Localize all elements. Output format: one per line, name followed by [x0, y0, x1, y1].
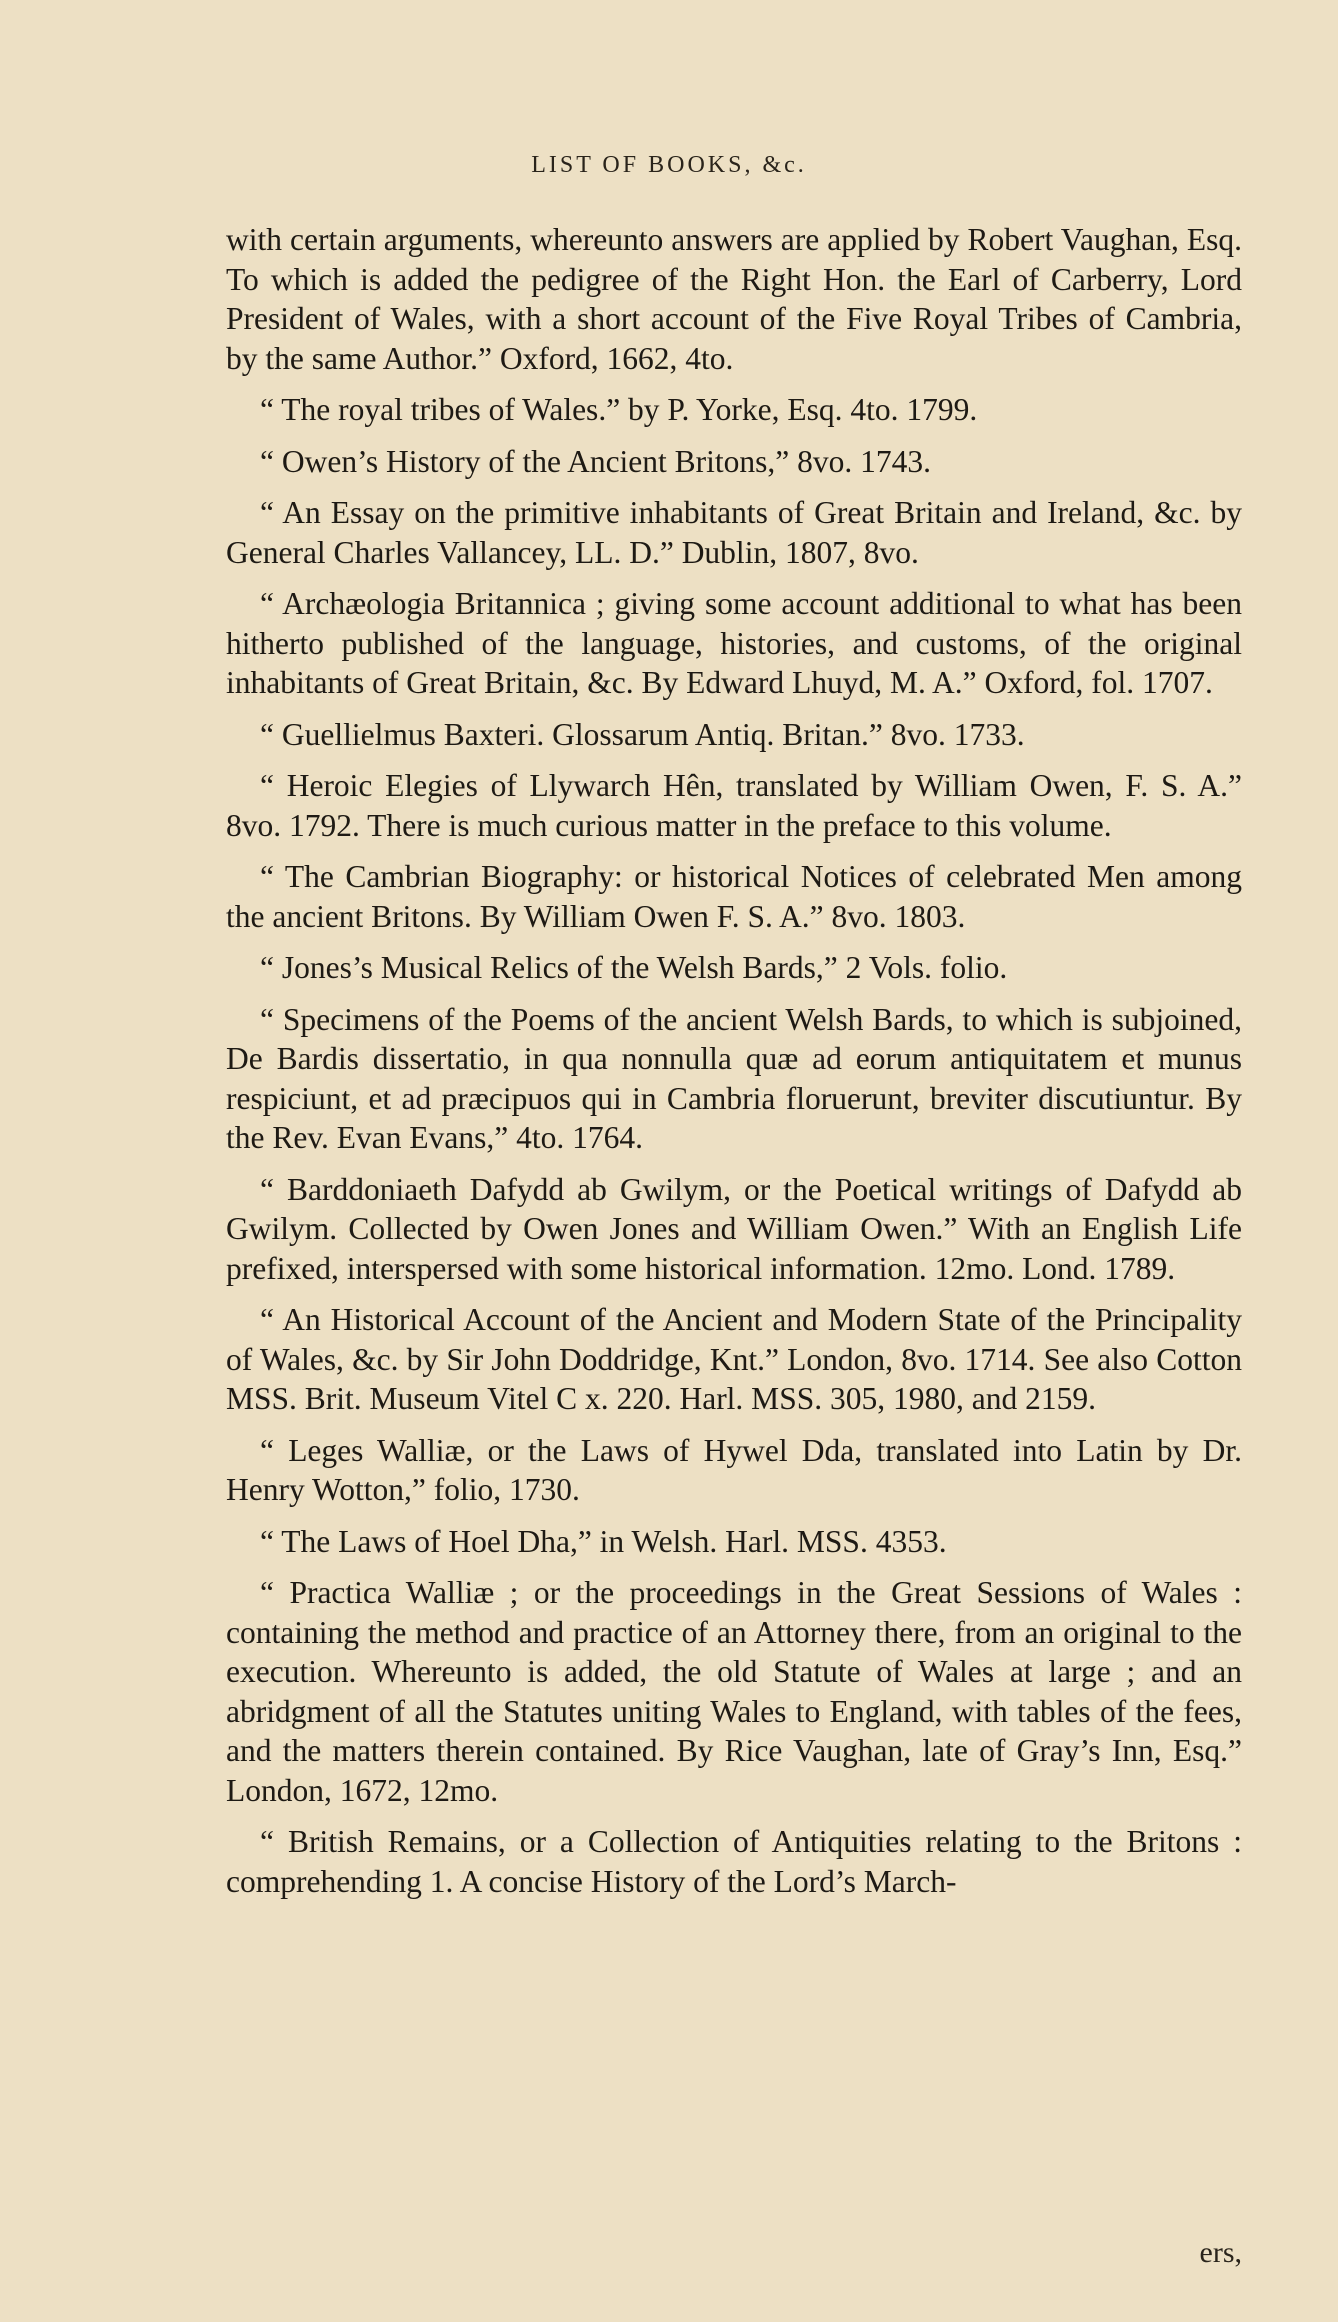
bibliography-entry: with certain arguments, whereunto answers are applied by Robert Vaughan, Esq. To which is added the pedigree of the Right Hon. the Earl of Carberry, Lord President of Wales, with a short account of the Five Royal Tribes of Cambria, by the same Author.” Oxford, 1662, 4to. [226, 222, 1242, 376]
bibliography-entry: “ Practica Walliæ ; or the proceedings in the Great Sessions of Wales : containing the method and practice of an Attorney there, from an original to the execution. Whereunto is added, the old Statute of Wales at large ; and an abridgment of all the Statutes uniting Wales to England, with tables of the fees, and the matters therein contained. By Rice Vaughan, late of Gray’s Inn, Esq.” London, 1672, 12mo. [226, 1575, 1242, 1808]
bibliography-entry: “ Archæologia Britannica ; giving some account additional to what has been hitherto published of the language, histories, and customs, of the original inhabitants of Great Britain, &c. By Edward Lhuyd, M. A.” Oxford, fol. 1707. [226, 586, 1242, 700]
running-header: LIST OF BOOKS, &c. [531, 152, 807, 178]
bibliography-entry: “ Specimens of the Poems of the ancient Welsh Bards, to which is subjoined, De Bardis dissertatio, in qua nonnulla quæ ad eorum antiquitatem et munus respiciunt, et ad præcipuos qui in Cambria floruerunt, breviter discutiuntur. By the Rev. Evan Evans,” 4to. 1764. [226, 1001, 1242, 1155]
bibliography-entry: “ Owen’s History of the Ancient Britons,” 8vo. 1743. [260, 443, 932, 479]
bibliography-entry: “ The Laws of Hoel Dha,” in Welsh. Harl. MSS. 4353. [260, 1523, 947, 1559]
bibliography-entry: “ An Historical Account of the Ancient and Modern State of the Principality of Wales, &c. by Sir John Doddridge, Knt.” London, 8vo. 1714. See also Cotton MSS. Brit. Museum Vitel C x. 220. Harl. MSS. 305, 1980, and 2159. [226, 1302, 1242, 1416]
catchword: ers, [1199, 2236, 1242, 2269]
bibliography-entry: “ The royal tribes of Wales.” by P. Yorke, Esq. 4to. 1799. [260, 392, 978, 427]
bibliography-entry: “ Barddoniaeth Dafydd ab Gwilym, or the Poetical writings of Dafydd ab Gwilym. Collected by Owen Jones and William Owen.” With an English Life prefixed, interspersed with some historical information. 12mo. Lond. 1789. [226, 1171, 1242, 1286]
bibliography-entry: “ Heroic Elegies of Llywarch Hên, translated by William Owen, F. S. A.” 8vo. 1792. There is much curious matter in the preface to this volume. [226, 768, 1242, 843]
bibliography-entry: “ Leges Walliæ, or the Laws of Hywel Dda, translated into Latin by Dr. Henry Wotton,” folio, 1730. [226, 1432, 1242, 1507]
bibliography-entry: “ The Cambrian Biography: or historical Notices of celebrated Men among the ancient Britons. By William Owen F. S. A.” 8vo. 1803. [226, 859, 1242, 934]
bibliography-entry: “ British Remains, or a Collection of Antiquities relating to the Britons : comprehending 1. A concise History of the Lord’s March- [226, 1824, 1242, 1899]
bibliography-entry: “ An Essay on the primitive inhabitants of Great Britain and Ireland, &c. by General Charles Vallancey, LL. D.” Dublin, 1807, 8vo. [226, 495, 1242, 570]
bibliography-entry: “ Guellielmus Baxteri. Glossarum Antiq. Britan.” 8vo. 1733. [260, 716, 1025, 752]
bibliography-list [226, 220, 1242, 1913]
bibliography-entry: “ Jones’s Musical Relics of the Welsh Bards,” 2 Vols. folio. [260, 950, 1008, 985]
